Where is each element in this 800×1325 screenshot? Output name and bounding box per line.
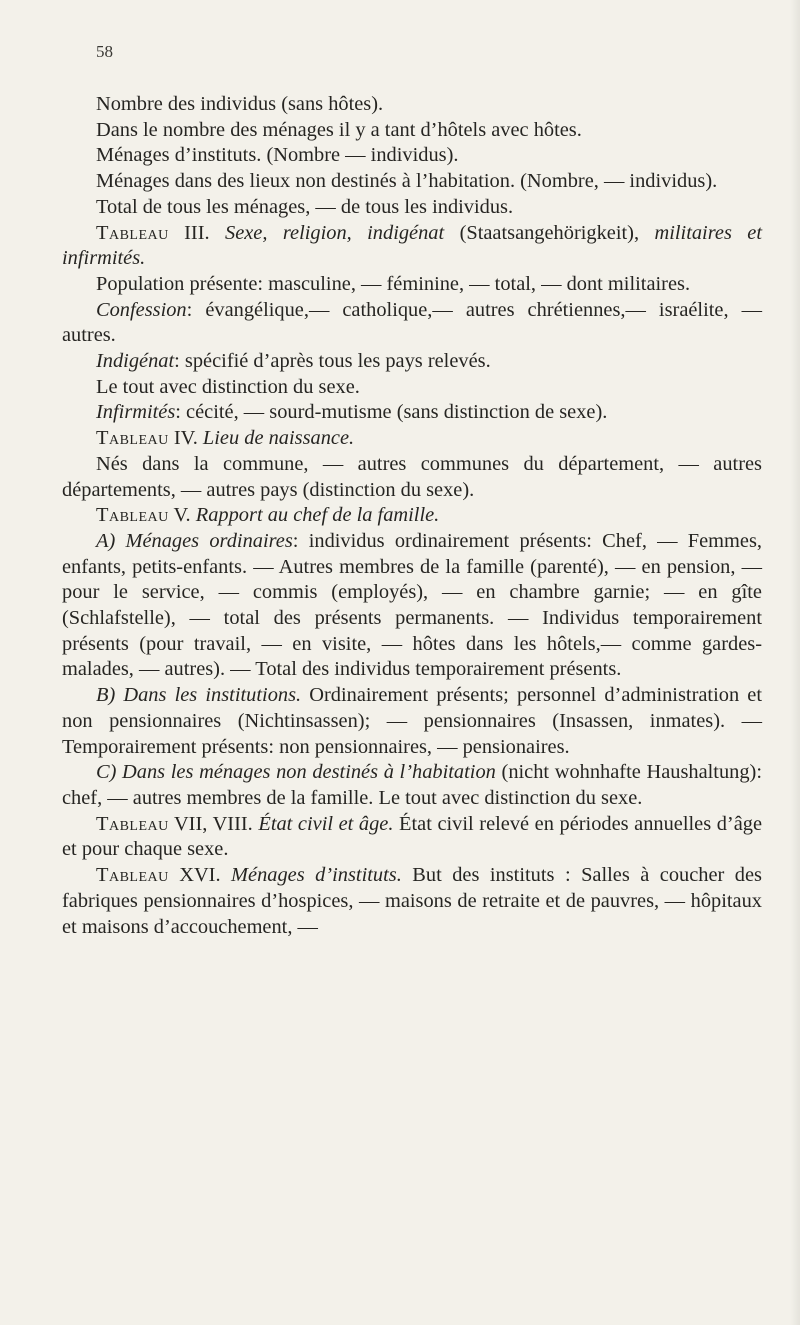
text-run: Nombre des individus (sans hôtes). xyxy=(96,93,384,115)
table-heading-label: Tableau xyxy=(96,504,169,527)
paragraph xyxy=(62,298,762,349)
paragraph xyxy=(62,400,762,426)
text-run: Dans le nombre des ménages il y a tant d’hôtels avec hôtes. xyxy=(96,118,582,141)
paragraph xyxy=(62,375,762,401)
paragraph xyxy=(62,221,762,272)
text-run: Total de tous les ménages, — de tous les individus. xyxy=(96,195,514,218)
paragraph xyxy=(62,143,762,169)
italic-term: Lieu de naissance. xyxy=(202,427,355,450)
text-run: : cécité, — sourd-mutisme (sans distinction de sexe). xyxy=(175,401,608,424)
body-text xyxy=(62,92,762,940)
text-run: VII, VIII. xyxy=(168,812,259,835)
text-run: Ordinairement présents; personnel d’administration et non pensionnaires (Nichtinsassen); — pensionnaires (Insassen, inmates). — Temporairement présents: non pensionnaires, — pensionaires. xyxy=(62,684,762,758)
text-run: (nicht wohnhafte Haushaltung): chef, — autres membres de la famille. Le tout avec distinction du sexe. xyxy=(62,761,762,809)
text-run: Population présente: masculine, — féminine, — total, — dont militaires. xyxy=(96,272,691,295)
table-heading-label: Tableau xyxy=(96,221,169,244)
paragraph xyxy=(62,863,762,940)
text-run: : individus ordinairement présents: Chef, — Femmes, enfants, petits-enfants. — Autres membres de la famille (parenté), — en pension, — pour le service, — commis (employés), — en chambre garnie; — en gîte (Schlafstelle), — total des présents permanents. — Individus temporairement présents (pour travail, — en visite, — hôtes dans les hôtels,— comme gardes-malades, — autres). — Total des individus temporairement présents. xyxy=(62,529,762,681)
italic-term: Indigénat xyxy=(96,350,175,373)
text-run: : évangélique,— catholique,— autres chrétiennes,— israélite, — autres. xyxy=(62,298,762,347)
table-heading-label: Tableau xyxy=(96,427,169,450)
page-edge-shadow xyxy=(790,0,800,1325)
text-run: Le tout avec distinction du sexe. xyxy=(96,375,360,398)
italic-term: A) Ménages ordinaires xyxy=(96,529,293,552)
italic-term: Infirmités xyxy=(96,401,176,424)
text-run: XVI. xyxy=(168,864,232,887)
text-run: III. xyxy=(168,221,225,244)
paragraph xyxy=(62,349,762,375)
text-run: : spécifié d’après tous les pays relevés. xyxy=(174,350,491,373)
text-run: IV. xyxy=(168,427,203,450)
italic-term: militaires et infirmités. xyxy=(62,221,762,270)
paragraph xyxy=(62,92,762,118)
italic-term: C) Dans les ménages non destinés à l’habitation xyxy=(96,761,496,784)
paragraph xyxy=(62,195,762,221)
text-run: État civil relevé en périodes annuelles d’âge et pour chaque sexe. xyxy=(62,812,763,861)
paragraph xyxy=(62,760,762,811)
paragraph xyxy=(62,452,762,503)
italic-term: Ménages d’instituts. xyxy=(231,864,402,887)
text-run: But des instituts : Salles à coucher des fabriques pensionnaires d’hospices, — maisons de retraite et de pauvres, — hôpitaux et maisons d’accouchement, — xyxy=(62,864,762,938)
italic-term: Confession xyxy=(96,298,187,321)
text-run: Nés dans la commune, — autres communes du département, — autres départements, — autres pays (distinction du sexe). xyxy=(62,452,762,501)
italic-term: Sexe, religion, indigénat xyxy=(225,221,445,244)
paragraph xyxy=(62,503,762,529)
italic-term: Rapport au chef de la famille. xyxy=(195,504,440,527)
paragraph xyxy=(62,683,762,760)
table-heading-label: Tableau xyxy=(96,812,169,835)
paragraph xyxy=(62,272,762,298)
text-run: V. xyxy=(168,504,196,527)
paragraph xyxy=(62,426,762,452)
text-run: Ménages d’instituts. (Nombre — individus). xyxy=(96,144,459,167)
paragraph xyxy=(62,812,762,863)
paragraph xyxy=(62,529,762,683)
paragraph xyxy=(62,118,762,144)
paragraph xyxy=(62,169,762,195)
text-run: Ménages dans des lieux non destinés à l’habitation. (Nombre, — individus). xyxy=(96,170,718,193)
page-number: 58 xyxy=(96,42,113,61)
italic-term: État civil et âge. xyxy=(258,812,394,835)
text-run: (Staatsangehörigkeit), xyxy=(444,221,655,244)
table-heading-label: Tableau xyxy=(96,864,169,887)
italic-term: B) Dans les institutions. xyxy=(96,684,302,707)
